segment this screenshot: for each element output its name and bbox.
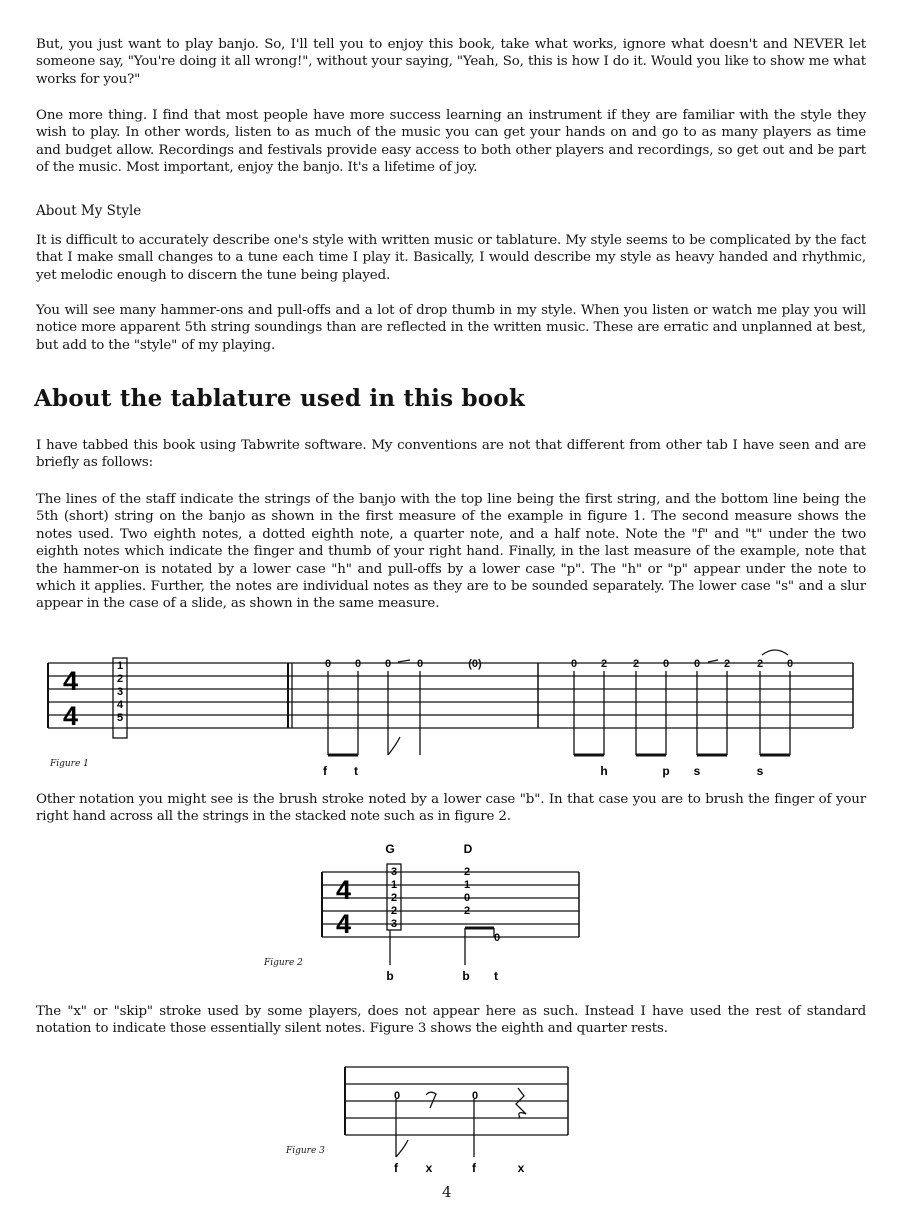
figure-1-note: 2	[723, 658, 731, 670]
about-style-heading: About My Style	[36, 203, 142, 219]
figure-2-label: Figure 2	[264, 958, 303, 968]
eighth-rest-icon	[426, 1092, 436, 1108]
figure-1-string-number: 3	[116, 686, 124, 698]
staff-explanation-paragraph: The lines of the staff indicate the strings of the banjo with the top line being the first string, and the bottom line being the 5th (short) string on the banjo as shown in the first measure of the example in figure 1. The second measure shows the notes used. Two eighth notes, a dotted eighth note, a quarter note, and a half note. Note the "f" and "t" under the two eighth notes which indicate the finger and thumb of your right hand. Finally, in the last measure of the example, note that the hammer-on is notated by a lower case "h" and pull-offs by a lower case "p". The "h" or "p" appear under the note to which it applies. Further, the notes are individual notes as they are to be sounded separately. The lower case "s" and a slur appear in the case of a slide, as shown in the same measure.	[36, 492, 866, 612]
figure-1-note: 2	[600, 658, 608, 670]
figure-2-d-note: 2	[463, 866, 471, 878]
figure-3-stroke: f	[472, 1161, 476, 1175]
style-paragraph: It is difficult to accurately describe one's style with written music or tablature. My style seems to be complicated by the fact that I make small changes to a tune each time I play it. Basically, I would describe my style as heavy handed and rhythmic, yet melodic enough to discern the tune being played.	[36, 233, 866, 283]
figure-1-stroke: s	[756, 764, 764, 778]
figure-3-note: 0	[393, 1090, 401, 1102]
figure-2-d-last-note: 0	[493, 932, 501, 944]
figure-2-time-sig-bottom: 4	[336, 909, 352, 939]
figure-3-note: 0	[471, 1090, 479, 1102]
figure-1-note: 0	[354, 658, 362, 670]
figure-1-string-number: 5	[116, 712, 124, 724]
figure-1-stroke: t	[354, 764, 358, 778]
figure-1-string-number: 1	[116, 660, 124, 672]
listen-paragraph: One more thing. I find that most people have more success learning an instrument if they are familiar with the style they wish to play. In other words, listen to as much of the music you can get your hands on and go to as many players as time and budget allow. Recordings and festivals provide easy access to both other players and recordings, so get out and be part of the music. Most important, enjoy the banjo. It's a lifetime of joy.	[36, 108, 866, 176]
figure-1-string-number: 4	[116, 699, 124, 711]
figure-1-note: (0)	[468, 658, 482, 670]
figure-2-stroke: b	[386, 969, 394, 983]
brush-stroke-paragraph: Other notation you might see is the brush stroke noted by a lower case "b". In that case you are to brush the finger of your right hand across all the strings in the stacked note such as in figure 2.	[36, 792, 866, 825]
figure-2-g-note: 3	[390, 918, 398, 930]
figure-2-stroke: t	[494, 969, 498, 983]
figure-3-stroke: x	[517, 1161, 525, 1175]
intro-paragraph: But, you just want to play banjo. So, I'll tell you to enjoy this book, take what works, ignore what doesn't and NEVER let someone say, "You're doing it all wrong!", without your saying, "Yeah, So, this is how I do it. Would you like to show me what works for you?"	[36, 37, 866, 87]
figure-1-note: 0	[324, 658, 332, 670]
tabwrite-paragraph: I have tabbed this book using Tabwrite software. My conventions are not that different from other tab I have seen and are briefly as follows:	[36, 438, 866, 471]
figure-2-d-note: 2	[463, 905, 471, 917]
figure-3-label: Figure 3	[286, 1146, 325, 1156]
tablature-heading: About the tablature used in this book	[34, 385, 525, 412]
figure-1-stroke: h	[600, 764, 608, 778]
figure-2-g-note: 1	[390, 879, 398, 891]
skip-stroke-paragraph: The "x" or "skip" stroke used by some players, does not appear here as such. Instead I have used the rest of standard notation to indicate those essentially silent notes. Figure 3 shows the eighth and quarter rests.	[36, 1004, 866, 1037]
figure-2-g-note: 2	[390, 905, 398, 917]
figure-2-g-note: 3	[390, 866, 398, 878]
chord-name: G	[385, 842, 395, 856]
quarter-rest-icon	[516, 1088, 526, 1118]
figure-1-string-number: 2	[116, 673, 124, 685]
figure-1-time-sig-top: 4	[63, 666, 79, 696]
page-number: 4	[442, 1183, 452, 1201]
figure-2-stroke: b	[462, 969, 470, 983]
figure-1-stroke: p	[662, 764, 670, 778]
figure-1-note: 0	[416, 658, 424, 670]
figure-1-note: 2	[756, 658, 764, 670]
figure-2-g-note: 2	[390, 892, 398, 904]
figure-3-staff	[345, 1067, 568, 1157]
figure-1-note: 0	[786, 658, 794, 670]
figure-1-stroke: s	[693, 764, 701, 778]
figure-1-label: Figure 1	[50, 759, 89, 769]
figure-1-stroke: f	[323, 764, 327, 778]
chord-name: D	[463, 842, 473, 856]
figure-1-note: 0	[384, 658, 392, 670]
figure-1-note: 0	[693, 658, 701, 670]
figure-1-note: 0	[570, 658, 578, 670]
figure-1-time-sig-bottom: 4	[63, 701, 79, 731]
figure-3-stroke: f	[394, 1161, 398, 1175]
figure-2-d-note: 0	[463, 892, 471, 904]
figure-3-stroke: x	[425, 1161, 433, 1175]
figure-1-note: 2	[632, 658, 640, 670]
technique-paragraph: You will see many hammer-ons and pull-offs and a lot of drop thumb in my style. When you listen or watch me play you will notice more apparent 5th string soundings than are reflected in the written music. These are erratic and unplanned at best, but add to the "style" of my playing.	[36, 303, 866, 353]
figure-2-d-note: 1	[463, 879, 471, 891]
figure-1-note: 0	[662, 658, 670, 670]
figure-2-time-sig-top: 4	[336, 875, 352, 905]
